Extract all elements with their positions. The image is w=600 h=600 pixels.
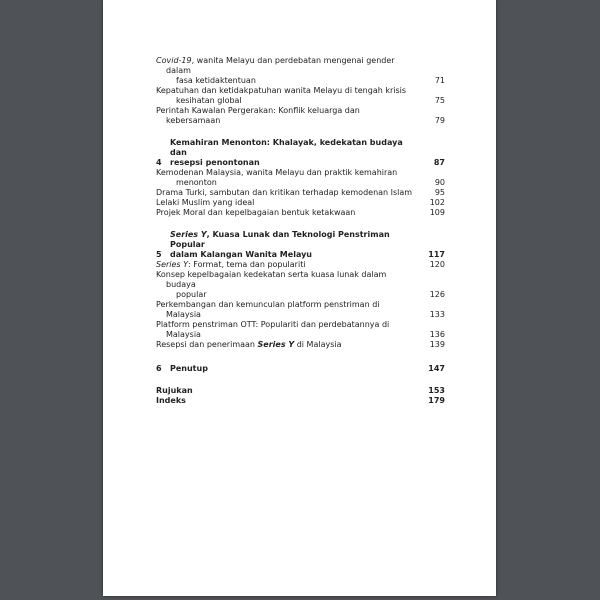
toc-entry-title: Resepsi dan penerimaan Series Y di Malaysia	[156, 340, 342, 349]
toc-entry	[156, 188, 445, 198]
chapter-title: Penutup	[170, 364, 208, 373]
chapter-page: 147	[428, 364, 445, 373]
toc-entry-title: Kemodenan Malaysia, wanita Melayu dan praktik kemahiran menonton	[156, 168, 398, 187]
toc-entry	[156, 260, 445, 270]
chapter-title-italic: Series Y	[170, 230, 207, 239]
toc-chapter-4	[156, 138, 445, 168]
toc-entry	[156, 168, 445, 188]
toc-entry-title: Lelaki Muslim yang ideal	[156, 198, 255, 207]
toc-chapter-5	[156, 230, 445, 260]
toc-entry-page: 109	[429, 208, 445, 217]
chapter-title: Kemahiran Menonton: Khalayak, kedekatan budaya dan resepsi penontonan	[170, 138, 403, 167]
toc-entry-page: 102	[429, 198, 445, 207]
toc-entry-page: 90	[434, 178, 445, 187]
toc-entry	[156, 106, 445, 126]
toc-entry	[156, 56, 445, 86]
toc-entry	[156, 300, 445, 320]
toc-entry-page: 79	[434, 116, 445, 125]
toc-entry-title: Drama Turki, sambutan dan kritikan terhadap kemodenan Islam	[156, 188, 413, 197]
toc-entry-title: Konsep kepelbagaian kedekatan serta kuasa lunak dalam budaya popular	[156, 270, 387, 299]
toc-entry-page: 139	[429, 340, 445, 349]
toc-entry-page: 71	[434, 76, 445, 85]
toc-entry	[156, 270, 445, 300]
toc-chapter-6	[156, 364, 445, 374]
toc-entry-page: 136	[429, 330, 445, 339]
toc-entry-page: 95	[434, 188, 445, 197]
toc-entry	[156, 198, 445, 208]
toc-entry-title: Perintah Kawalan Pergerakan: Konflik keluarga dan kebersamaan	[156, 106, 360, 125]
toc-entry	[156, 320, 445, 340]
toc-entry	[156, 86, 445, 106]
toc-entry-title: Kepatuhan dan ketidakpatuhan wanita Melayu di tengah krisis kesihatan global	[156, 86, 407, 105]
back-matter-page: 179	[428, 396, 445, 405]
toc-entry-title: Platform penstriman OTT: Populariti dan perdebatannya di Malaysia	[156, 320, 390, 339]
chapter-page: 117	[428, 250, 445, 259]
table-of-contents	[156, 56, 445, 406]
toc-entry-title: Covid-19, wanita Melayu dan perdebatan mengenai gender dalam fasa ketidaktentuan	[156, 56, 395, 85]
chapter-page: 87	[433, 158, 445, 167]
toc-entry-title-italic: Covid-19	[156, 56, 192, 65]
toc-entry	[156, 340, 445, 350]
toc-back-matter	[156, 386, 445, 396]
toc-entry-title: Perkembangan dan kemunculan platform penstriman di Malaysia	[156, 300, 380, 319]
document-page	[103, 0, 496, 596]
toc-entry	[156, 208, 445, 218]
toc-entry-page: 126	[429, 290, 445, 299]
chapter-title: Series Y, Kuasa Lunak dan Teknologi Penstriman Popular dalam Kalangan Wanita Melayu	[170, 230, 390, 259]
toc-entry-page: 75	[434, 96, 445, 105]
back-matter-page: 153	[428, 386, 445, 395]
chapter-number: 6	[156, 364, 162, 373]
chapter-number: 5	[156, 250, 162, 259]
toc-entry-page: 133	[429, 310, 445, 319]
toc-entry-page: 120	[429, 260, 445, 269]
toc-entry-title: Projek Moral dan kepelbagaian bentuk ketakwaan	[156, 208, 356, 217]
back-matter-title: Indeks	[156, 396, 186, 405]
chapter-number: 4	[156, 158, 162, 167]
toc-entry-title: Series Y: Format, tema dan populariti	[156, 260, 306, 269]
toc-back-matter	[156, 396, 445, 406]
back-matter-title: Rujukan	[156, 386, 193, 395]
